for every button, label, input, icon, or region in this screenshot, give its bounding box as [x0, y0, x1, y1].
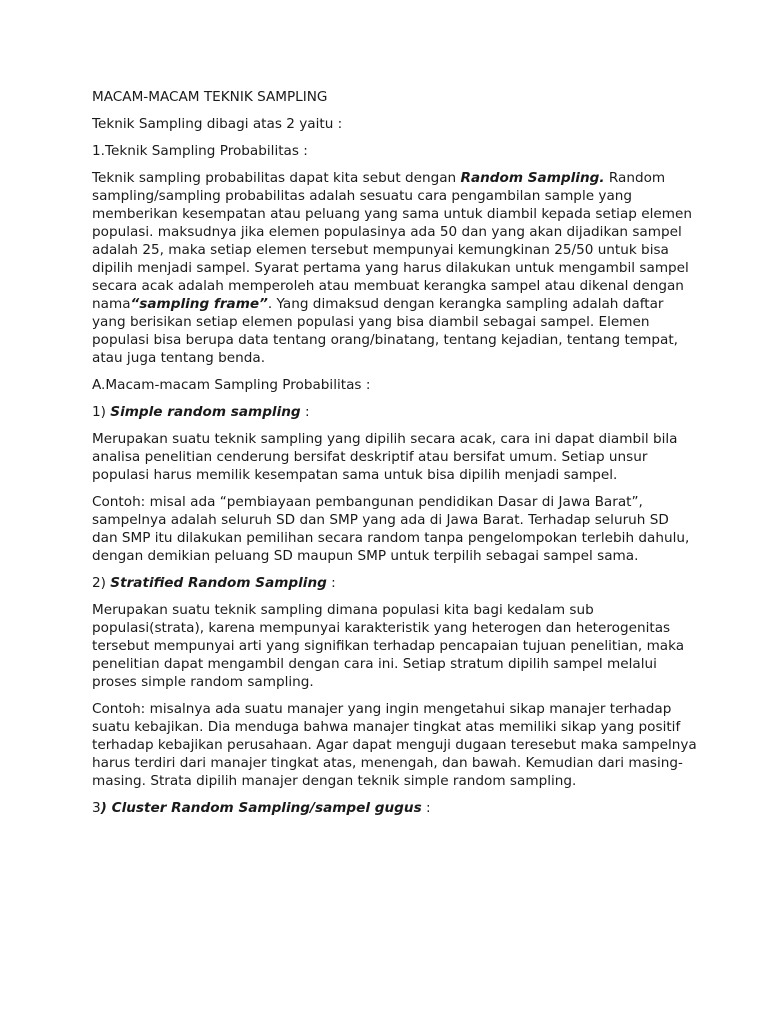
item2-number: 2) — [92, 575, 111, 591]
subheading-a: A.Macam-macam Sampling Probabilitas : — [92, 377, 371, 393]
item1-description: Merupakan suatu teknik sampling yang dipilih secara acak, cara ini dapat diambil bila analisa penelitian cenderung bersifat deskriptif atau bersifat umum. Setiap unsur populasi harus memilik kesempatan sama untuk bisa dipilih menjadi sampel. — [92, 431, 678, 483]
para1-mid: Random sampling/sampling probabilitas adalah sesuatu cara pengambilan sample yang memberikan kesempatan atau peluang yang sama untuk diambil kepada setiap elemen populasi. maksudnya jika elemen populasinya ada 50 dan yang akan dijadikan sampel adalah 25, maka setiap elemen tersebut mempunyai kemungkinan 25/50 untuk bisa dipilih menjadi sampel. Syarat pertama yang harus dilakukan untuk mengambil sampel secara acak adalah memperoleh atau membuat kerangka sampel atau dikenal dengan nama — [92, 170, 692, 312]
item1-colon: : — [300, 404, 310, 420]
item1-number: 1) — [92, 404, 111, 420]
document-title: MACAM-MACAM TEKNIK SAMPLING — [92, 89, 328, 105]
item2-description: Merupakan suatu teknik sampling dimana populasi kita bagi kedalam sub populasi(strata), karena mempunyai karakteristik yang heterogen dan heterogenitas tersebut mempunyai arti yang signifikan terhadap pencapaian tujuan penelitian, maka penelitian dapat mengambil dengan cara ini. Setiap stratum dipilih sampel melalui proses simple random sampling. — [92, 602, 685, 690]
item3-name: ) Cluster Random Sampling/sampel gugus — [100, 800, 422, 816]
item3-number: 3 — [92, 800, 101, 816]
item2-heading — [92, 574, 698, 592]
section1-heading: 1.Teknik Sampling Probabilitas : — [92, 143, 308, 159]
item1-heading — [92, 403, 698, 421]
item2-example: Contoh: misalnya ada suatu manajer yang ingin mengetahui sikap manajer terhadap suatu kebajikan. Dia menduga bahwa manajer tingkat atas memiliki sikap yang positif terhadap kebajikan perusahaan. Agar dapat menguji dugaan teresebut maka sampelnya harus terdiri dari manajer tingkat atas, menengah, dan bawah. Kemudian dari masing-masing. Strata dipilih manajer dengan teknik simple random sampling. — [92, 701, 697, 789]
intro-paragraph: Teknik Sampling dibagi atas 2 yaitu : — [92, 116, 343, 132]
probability-sampling-paragraph — [92, 169, 698, 367]
sampling-frame-term: “sampling frame” — [130, 296, 268, 312]
para1-post: . Yang dimaksud dengan kerangka sampling adalah daftar yang berisikan setiap elemen populasi yang bisa diambil sebagai sampel. Elemen populasi bisa berupa data tentang orang/binatang, tentang kejadian, tentang tempat, atau juga tentang benda. — [92, 296, 678, 366]
item3-colon: : — [421, 800, 431, 816]
random-sampling-term: Random Sampling. — [460, 170, 605, 186]
item3-heading — [92, 799, 698, 817]
para1-pre: Teknik sampling probabilitas dapat kita sebut dengan — [92, 170, 461, 186]
item2-colon: : — [326, 575, 336, 591]
item1-name: Simple random sampling — [110, 404, 301, 420]
item1-example: Contoh: misal ada “pembiayaan pembangunan pendidikan Dasar di Jawa Barat”, sampelnya adalah seluruh SD dan SMP yang ada di Jawa Barat. Terhadap seluruh SD dan SMP itu dilakukan pemilihan secara random tanpa pengelompokan terlebih dahulu, dengan demikian peluang SD maupun SMP untuk terpilih sebagai sampel sama. — [92, 494, 690, 564]
item2-name: Stratified Random Sampling — [110, 575, 327, 591]
